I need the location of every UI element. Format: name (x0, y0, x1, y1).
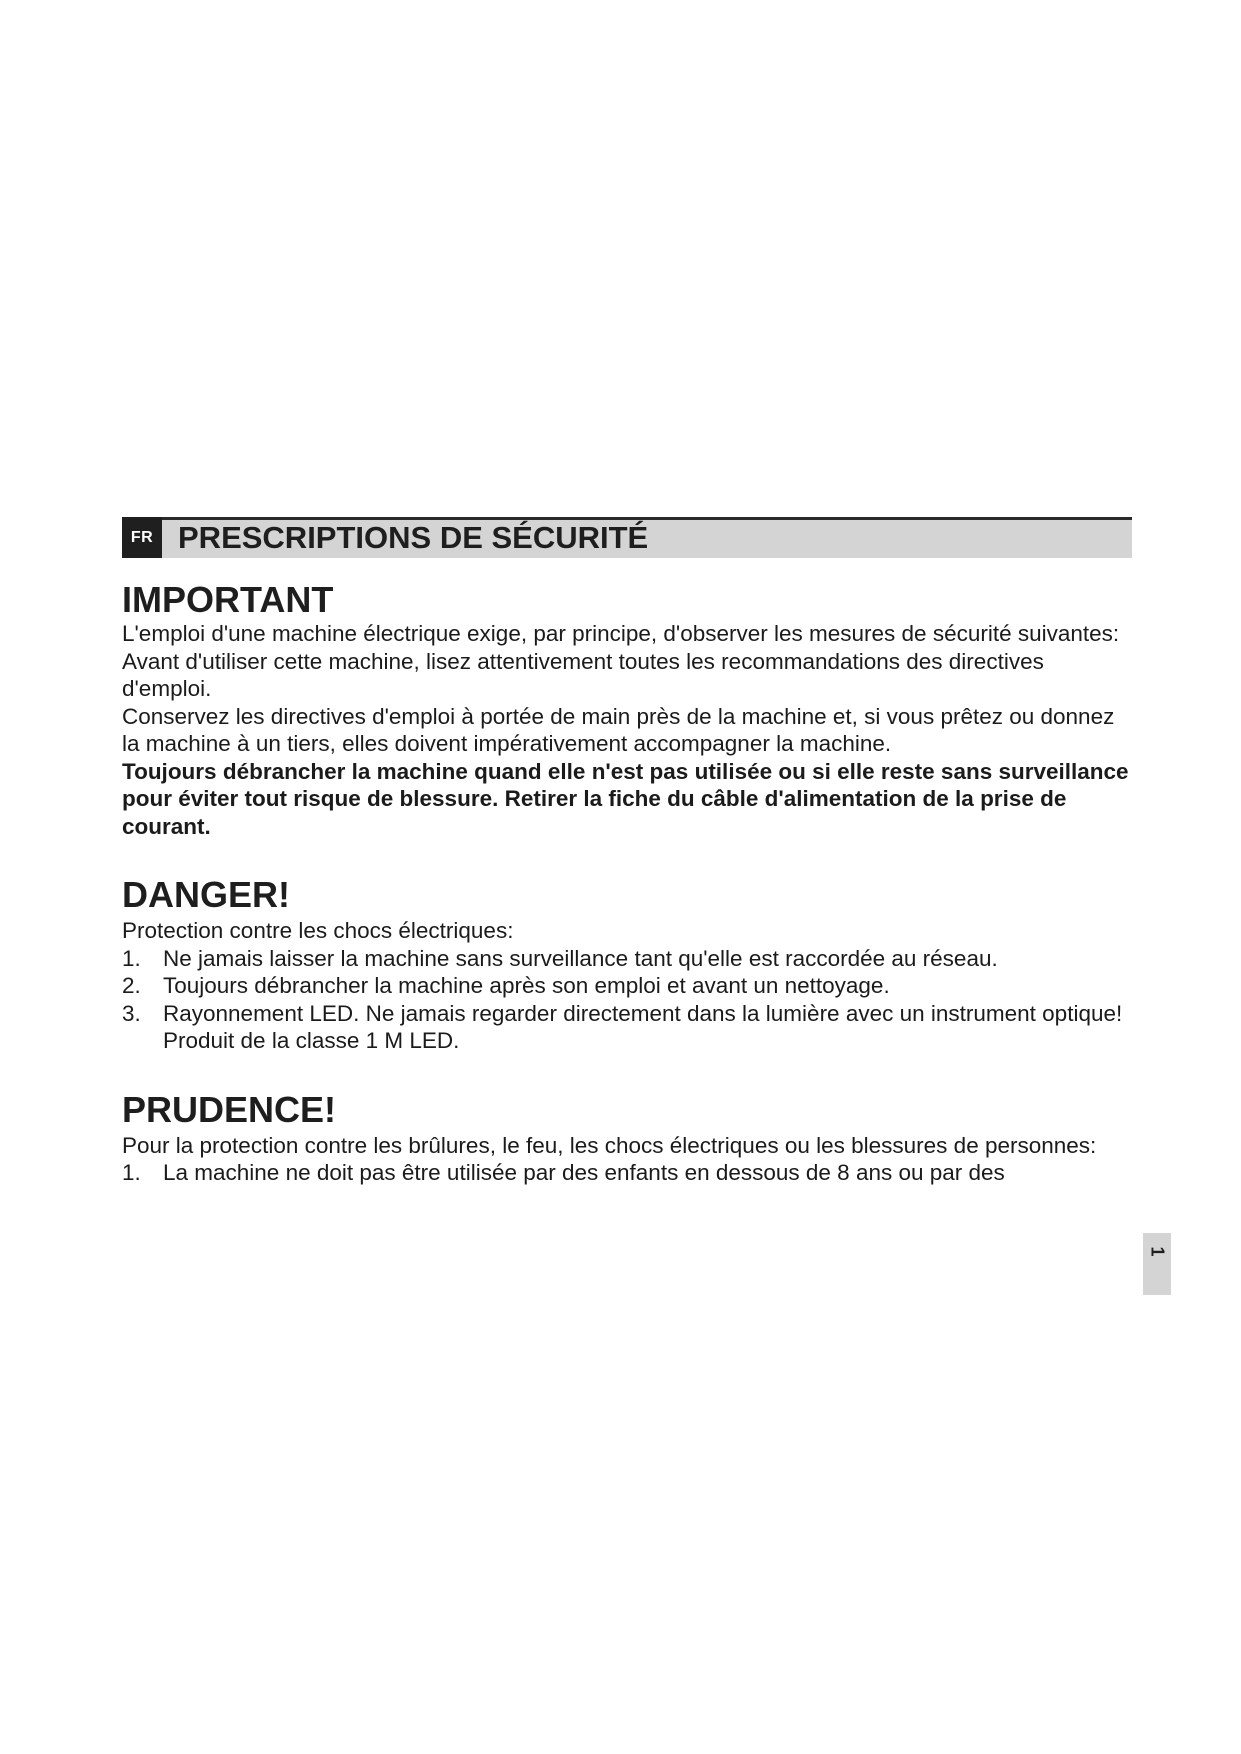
prudence-section (122, 1088, 1132, 1187)
spacer (122, 840, 1132, 873)
danger-section (122, 873, 1132, 1055)
danger-intro: Protection contre les chocs électriques: (122, 918, 514, 943)
danger-heading: DANGER! (122, 874, 290, 915)
page-number: 1 (1147, 1246, 1168, 1257)
content-column (122, 578, 1132, 1187)
list-item (122, 945, 1132, 973)
important-warning: Toujours débrancher la machine quand elle n'est pas utilisée ou si elle reste sans surveillance pour éviter tout risque de blessure. Retirer la fiche du câble d'alimentation de la prise de courant. (122, 758, 1129, 839)
list-item (122, 972, 1132, 1000)
list-item-text: La machine ne doit pas être utilisée par des enfants en dessous de 8 ans ou par des (163, 1160, 1005, 1185)
prudence-intro: Pour la protection contre les brûlures, le feu, les chocs électriques ou les blessures de personnes: (122, 1132, 1097, 1158)
important-heading: IMPORTANT (122, 579, 334, 620)
language-badge: FR (122, 517, 162, 558)
spacer (122, 1055, 1132, 1088)
important-line-1: L'emploi d'une machine électrique exige, par principe, d'observer les mesures de sécurité suivantes: (122, 621, 1120, 646)
list-item (122, 1159, 1132, 1187)
important-line-2: Avant d'utiliser cette machine, lisez attentivement toutes les recommandations des directives d'emploi. (122, 648, 1044, 701)
list-item-number: 1. (122, 1160, 141, 1185)
danger-list (122, 945, 1132, 1055)
list-item-text: Ne jamais laisser la machine sans surveillance tant qu'elle est raccordée au réseau. (163, 945, 998, 971)
prudence-heading: PRUDENCE! (122, 1088, 337, 1130)
list-item-text: Rayonnement LED. Ne jamais regarder directement dans la lumière avec un instrument optique! Produit de la classe 1 M LED. (163, 1000, 1123, 1053)
page-number-tab (1143, 1233, 1171, 1295)
list-item-number: 3. (122, 1000, 141, 1026)
important-section (122, 578, 1132, 840)
important-line-3: Conservez les directives d'emploi à portée de main près de la machine et, si vous prêtez ou donnez la machine à un tiers, elles doivent impérativement accompagner la machine. (122, 703, 1115, 756)
list-item (122, 1000, 1132, 1055)
section-title: PRESCRIPTIONS DE SÉCURITÉ (178, 520, 649, 555)
prudence-list (122, 1159, 1132, 1187)
section-header-bar (122, 517, 1132, 558)
list-item-number: 2. (122, 973, 141, 998)
list-item-number: 1. (122, 945, 141, 971)
list-item-text: Toujours débrancher la machine après son emploi et avant un nettoyage. (163, 973, 890, 998)
